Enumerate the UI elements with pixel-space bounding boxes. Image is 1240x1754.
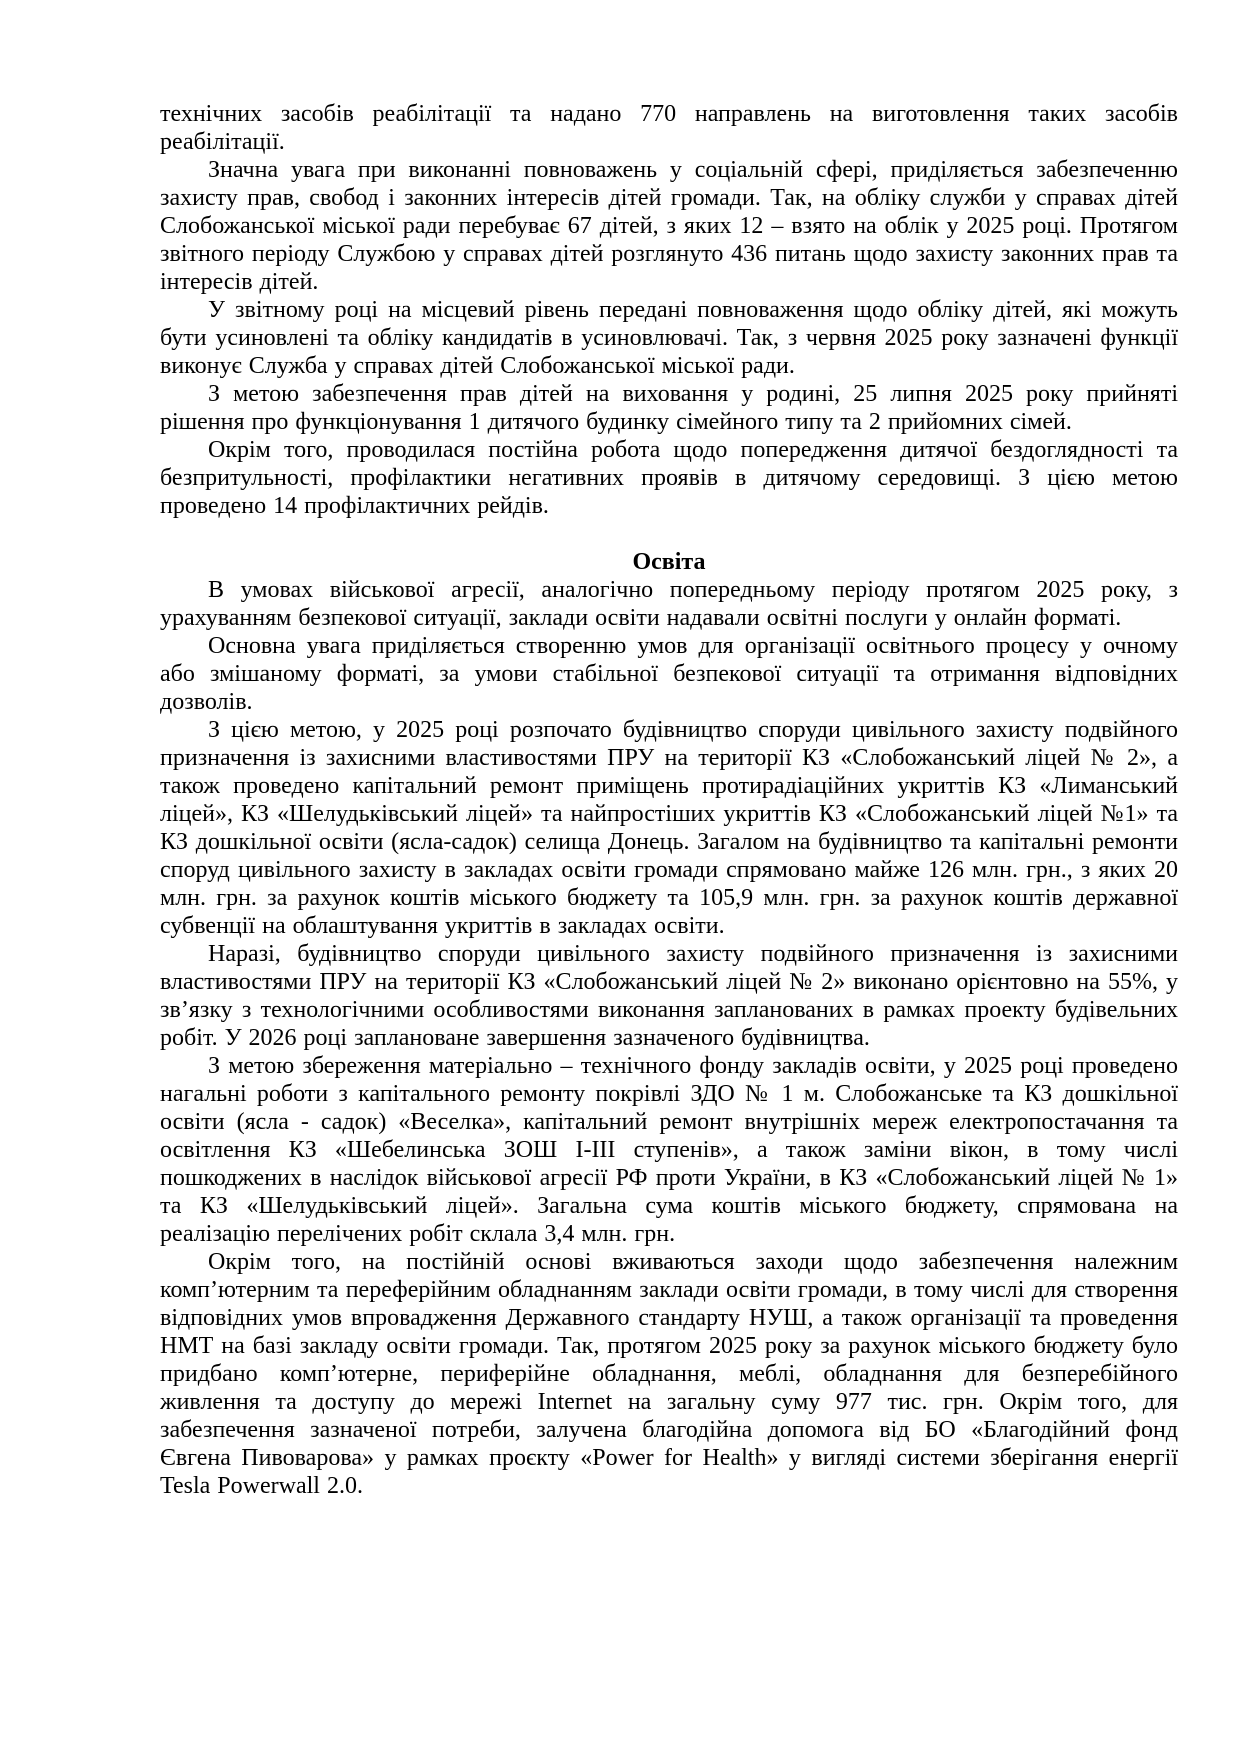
paragraph-equipment-procurement: Окрім того, на постійній основі вживаються заходи щодо забезпечення належним комп’ютерним та переферійним обладнанням заклади освіти громади, в тому числі для створення відповідних умов впровадження Державного стандарту НУШ, а також організації та проведення НМТ на базі закладу освіти громади. Так, протягом 2025 року за рахунок міського бюджету було придбано комп’ютерне, периферійне обладнання, меблі, обладнання для безперебійного живлення та доступу до мережі Internet на загальну суму 977 тис. грн. Окрім того, для забезпечення зазначеної потреби, залучена благодійна допомога від БО «Благодійний фонд Євгена Пивоварова» у рамках проєкту «Power for Health» у вигляді системи зберігання енергії Tesla Powerwall 2.0. bbox=[160, 1249, 1178, 1499]
paragraph-construction-progress: Наразі, будівництво споруди цивільного захисту подвійного призначення із захисними властивостями ПРУ на території КЗ «Слобожанський ліцей № 2» виконано орієнтовно на 55%, у зв’язку з технологічними особливостями виконання запланованих в рамках проекту будівельних робіт. У 2026 році заплановане завершення зазначеного будівництва. bbox=[160, 941, 1178, 1051]
paragraph-adoption-authority: У звітному році на місцевий рівень передані повноваження щодо обліку дітей, які можуть бути усиновлені та обліку кандидатів в усиновлювачі. Так, з червня 2025 року зазначені функції виконує Служба у справах дітей Слобожанської міської ради. bbox=[160, 297, 1178, 379]
paragraph-social-children-protection: Значна увага при виконанні повноважень у соціальній сфері, приділяється забезпеченню захисту прав, свобод і законних інтересів дітей громади. Так, на обліку служби у справах дітей Слобожанської міської ради перебуває 67 дітей, з яких 12 – взято на облік у 2025 році. Протягом звітного періоду Службою у справах дітей розглянуто 436 питань щодо захисту законних прав та інтересів дітей. bbox=[160, 157, 1178, 295]
paragraph-shelter-construction: З цією метою, у 2025 році розпочато будівництво споруди цивільного захисту подвійного призначення із захисними властивостями ПРУ на території КЗ «Слобожанський ліцей № 2», а також проведено капітальний ремонт приміщень протирадіаційних укриттів КЗ «Лиманський ліцей», КЗ «Шелудьківський ліцей» та найпростіших укриттів КЗ «Слобожанський ліцей №1» та КЗ дошкільної освіти (ясла-садок) селища Донець. Загалом на будівництво та капітальні ремонти споруд цивільного захисту в закладах освіти громади спрямовано майже 126 млн. грн., з яких 20 млн. грн. за рахунок коштів міського бюджету та 105,9 млн. грн. за рахунок коштів державної субвенції на облаштування укриттів в закладах освіти. bbox=[160, 717, 1178, 939]
paragraph-rehab-continuation: технічних засобів реабілітації та надано 770 направлень на виготовлення таких засобів реабілітації. bbox=[160, 101, 1178, 155]
paragraph-online-education: В умовах військової агресії, аналогічно попередньому періоду протягом 2025 року, з урахуванням безпекової ситуації, заклади освіти надавали освітні послуги у онлайн форматі. bbox=[160, 577, 1178, 631]
paragraph-prevention-raids: Окрім того, проводилася постійна робота щодо попередження дитячої бездоглядності та безпритульності, профілактики негативних проявів в дитячому середовищі. З цією метою проведено 14 профілактичних рейдів. bbox=[160, 437, 1178, 519]
paragraph-education-conditions: Основна увага приділяється створенню умов для організації освітнього процесу у очному або змішаному форматі, за умови стабільної безпекової ситуації та отримання відповідних дозволів. bbox=[160, 633, 1178, 715]
paragraph-family-homes: З метою забезпечення прав дітей на виховання у родині, 25 липня 2025 року прийняті рішення про функціонування 1 дитячого будинку сімейного типу та 2 прийомних сімей. bbox=[160, 381, 1178, 435]
paragraph-capital-repairs: З метою збереження матеріально – технічного фонду закладів освіти, у 2025 році проведено нагальні роботи з капітального ремонту покрівлі ЗДО № 1 м. Слобожанське та КЗ дошкільної освіти (ясла - садок) «Веселка», капітальний ремонт внутрішніх мереж електропостачання та освітлення КЗ «Шебелинська ЗОШ І-ІІІ ступенів», а також заміни вікон, в тому числі пошкоджених в наслідок військової агресії РФ проти України, в КЗ «Слобожанський ліцей № 1» та КЗ «Шелудьківський ліцей». Загальна сума коштів міського бюджету, спрямована на реалізацію перелічених робіт склала 3,4 млн. грн. bbox=[160, 1053, 1178, 1247]
section-heading-education: Освіта bbox=[632, 549, 706, 575]
